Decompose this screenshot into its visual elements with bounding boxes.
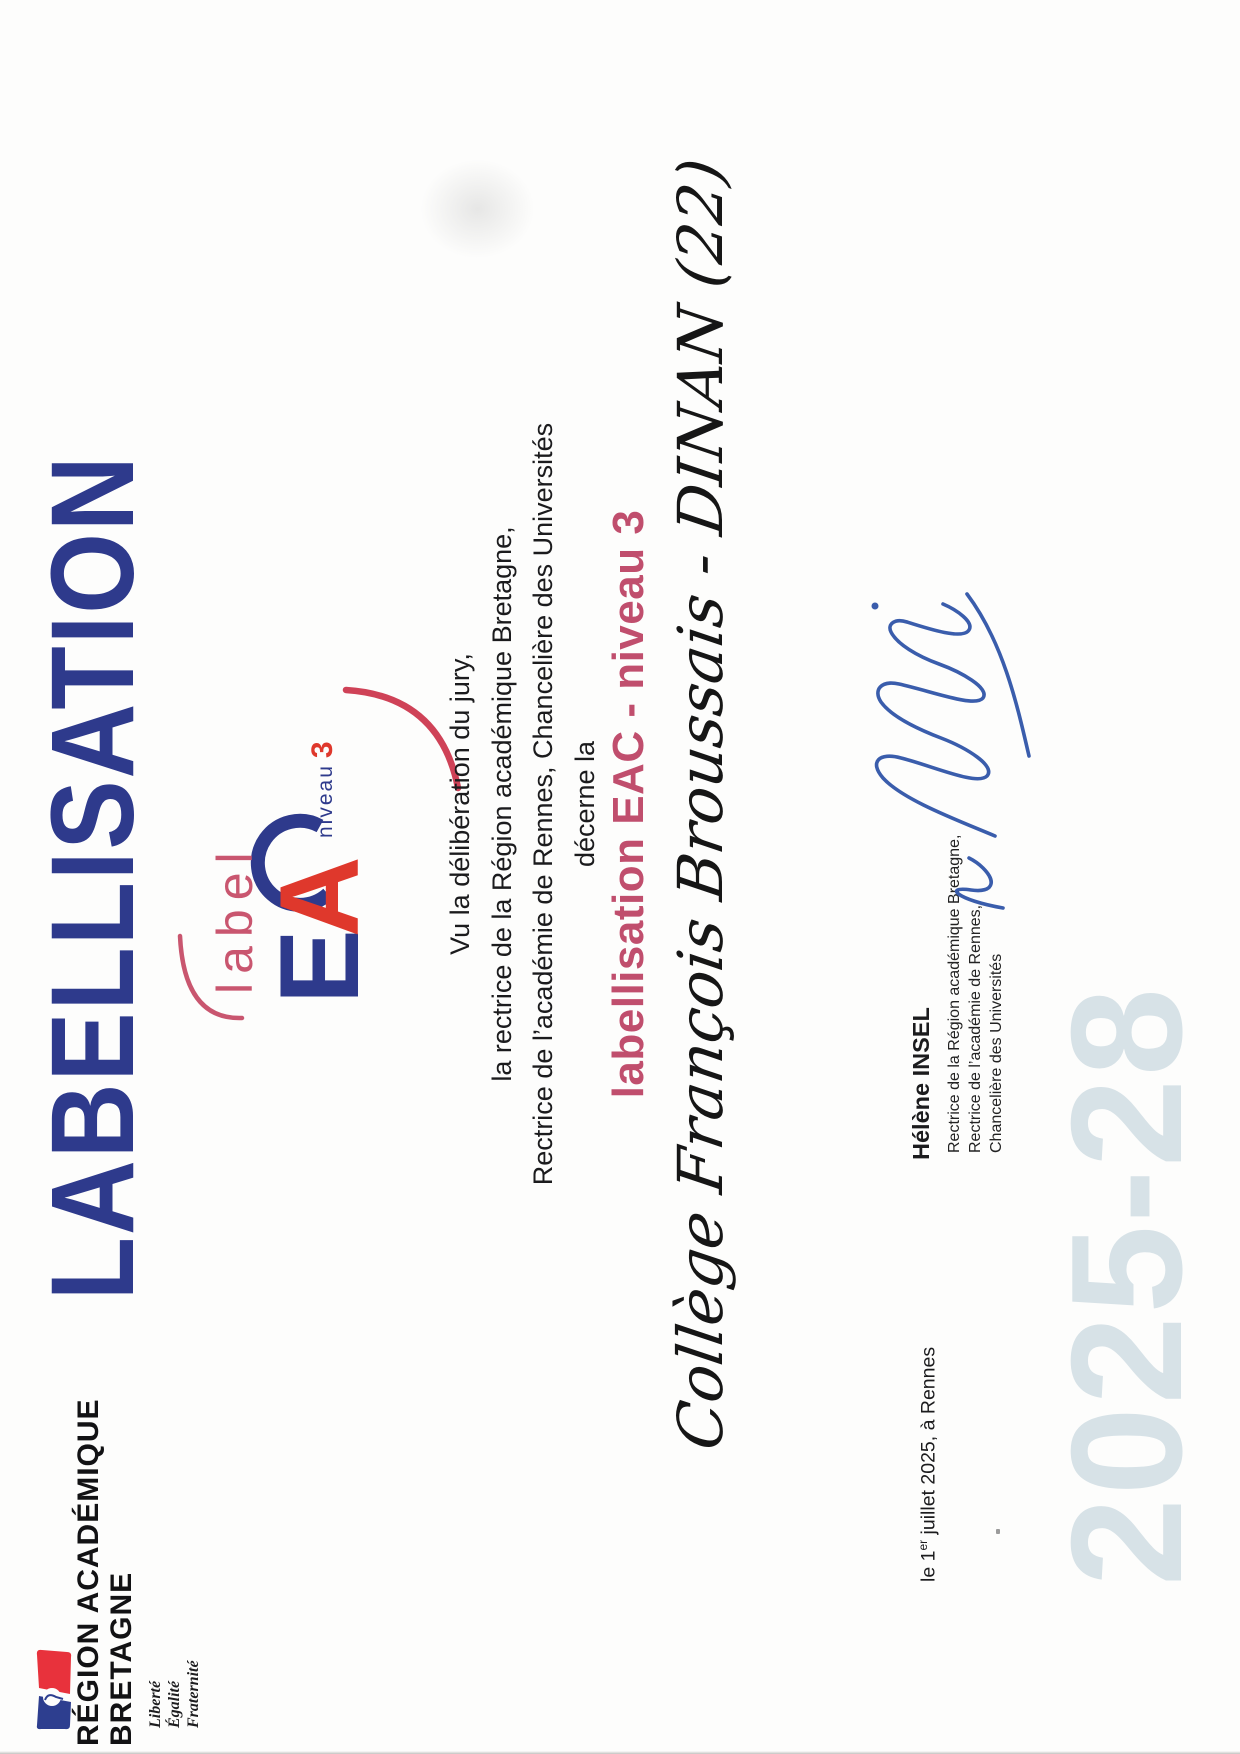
- body-line-2: la rectrice de la Région académique Bretagne,: [487, 526, 517, 1082]
- body-line-1: Vu la délibération du jury,: [445, 653, 475, 955]
- republic-motto: [146, 1660, 203, 1728]
- label-eac-logo: [168, 534, 483, 1034]
- region-name-line2: BRETAGNE: [105, 1571, 138, 1746]
- eac-letters: [257, 856, 382, 1004]
- date-place-line: le 1er juillet 2025, à Rennes: [916, 1346, 940, 1582]
- motto-liberte: Liberté: [147, 1680, 164, 1728]
- eac-letter-a: A: [257, 856, 382, 938]
- scan-smudge: [420, 159, 535, 259]
- eac-niveau-row: [306, 741, 340, 838]
- body-line-4: décerne la: [570, 740, 600, 868]
- signatory-title-3: Chancelière des Universités: [988, 953, 1005, 1153]
- signatory-title-2: Rectrice de l’académie de Rennes,: [967, 904, 984, 1153]
- validity-years-watermark: 2025-28: [1039, 985, 1215, 1586]
- certificate-title: LABELLISATION: [27, 454, 159, 1300]
- ordinal-superscript: er: [916, 1539, 930, 1551]
- recipient-school-name: Collège François Broussais - DINAN (22): [664, 154, 737, 1454]
- eac-niveau-word: niveau: [314, 764, 337, 838]
- signatory-title-1: Rectrice de la Région académique Bretagne,: [946, 834, 963, 1153]
- signatory-name: Hélène INSEL: [908, 1007, 934, 1160]
- body-line-3: Rectrice de l’académie de Rennes, Chancelière des Universités: [528, 422, 558, 1186]
- motto-egalite: Égalité: [166, 1680, 183, 1728]
- motto-fraternite: Fraternité: [185, 1660, 202, 1728]
- eac-letter-e: E: [257, 929, 382, 1004]
- eac-label-word: label: [207, 843, 263, 994]
- handwritten-signature: [845, 584, 1055, 924]
- scan-speck: [996, 1529, 1000, 1534]
- award-title: labellisation EAC - niveau 3: [604, 509, 653, 1099]
- region-name-line1: RÉGION ACADÉMIQUE: [72, 1398, 105, 1746]
- eac-niveau-level: 3: [306, 741, 339, 759]
